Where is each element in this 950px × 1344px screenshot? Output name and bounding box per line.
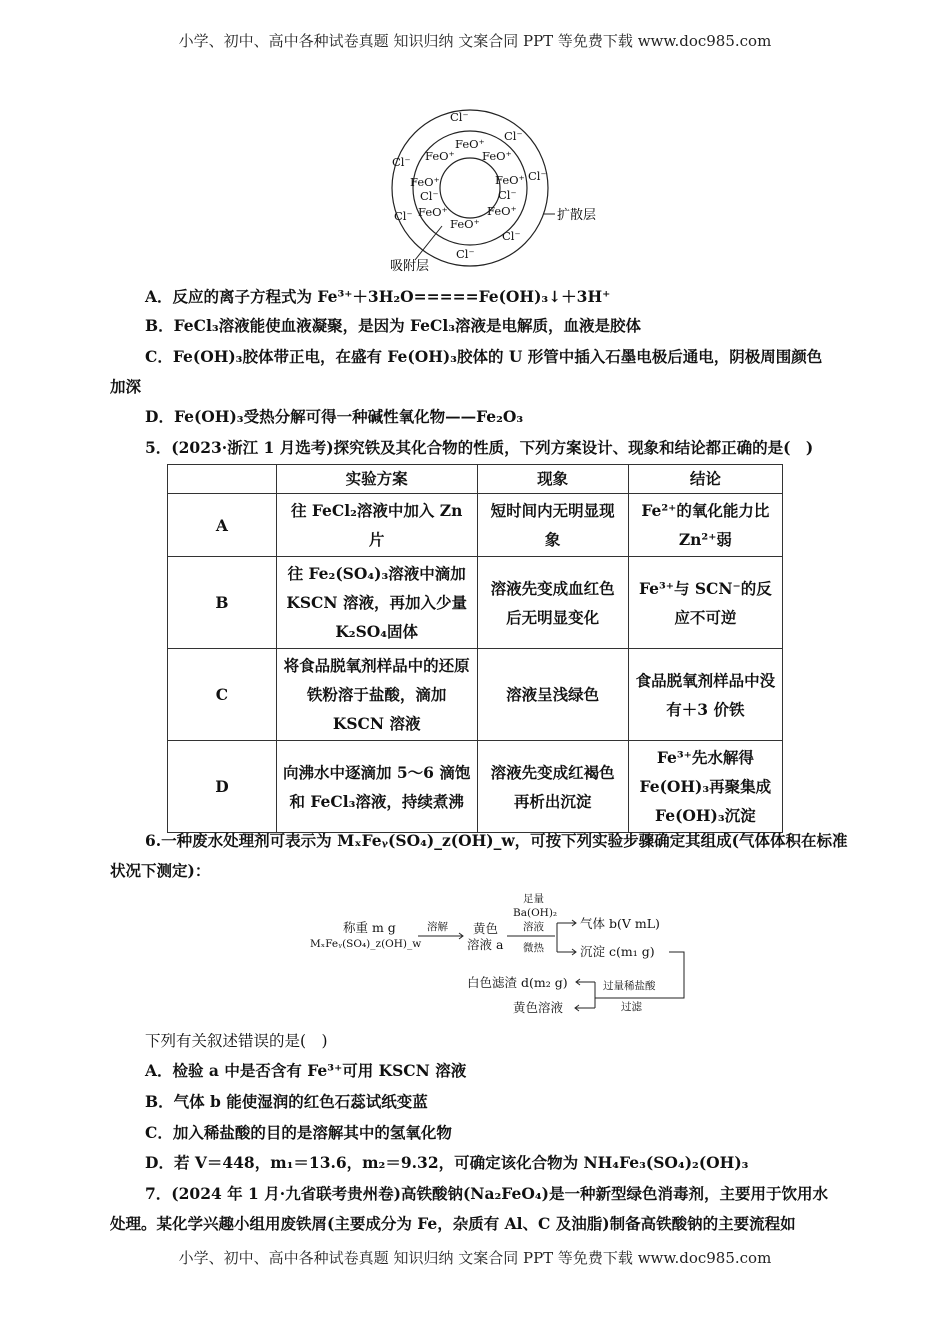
cl-ion: Cl⁻ xyxy=(450,110,469,124)
table-cell-conclusion: Fe³⁺先水解得 Fe(OH)₃再聚集成 Fe(OH)₃沉淀 xyxy=(628,741,782,833)
flow-gas: 气体 b(V mL) xyxy=(580,916,660,931)
table-cell-conclusion: Fe³⁺与 SCN⁻的反应不可逆 xyxy=(628,557,782,649)
fe-ion: FeO⁺ xyxy=(410,175,440,189)
fe-ion: FeO⁺ xyxy=(482,149,512,163)
q6-option-d: D．若 V＝448，m₁＝13.6，m₂＝9.32，可确定该化合物为 NH₄Fe₃(SO₄)₂(OH)₃ xyxy=(145,1153,749,1172)
table-header: 实验方案 xyxy=(276,465,477,494)
flow-residue: 白色滤渣 d(m₂ g) xyxy=(467,975,568,990)
cl-ion: Cl⁻ xyxy=(504,129,523,143)
table-cell-plan: 往 Fe₂(SO₄)₃溶液中滴加 KSCN 溶液，再加入少量 K₂SO₄固体 xyxy=(276,557,477,649)
table-cell-plan: 往 FeCl₂溶液中加入 Zn 片 xyxy=(276,494,477,557)
table-row xyxy=(168,557,783,649)
flow-filter: 过滤 xyxy=(621,1001,642,1013)
fe-ion: FeO⁺ xyxy=(425,149,455,163)
table-header: 结论 xyxy=(628,465,782,494)
table-cell-option: B xyxy=(168,557,277,649)
q7-stem: 7．(2024 年 1 月·九省联考贵州卷)高铁酸钠(Na₂FeO₄)是一种新型绿色消毒剂，主要用于饮用水 xyxy=(145,1184,828,1203)
q7-stem-cont: 处理。某化学兴趣小组用废铁屑(主要成分为 Fe，杂质有 Al、C 及油脂)制备高铁酸钠的主要流程如 xyxy=(110,1214,796,1233)
q4-option-a: A．反应的离子方程式为 Fe³⁺＋3H₂O=====Fe(OH)₃↓＋3H⁺ xyxy=(145,287,611,306)
table-cell-option: A xyxy=(168,494,277,557)
q4-option-d: D．Fe(OH)₃受热分解可得一种碱性氧化物——Fe₂O₃ xyxy=(145,407,524,426)
flow-heat: 微热 xyxy=(523,942,544,954)
q4-option-c-cont: 加深 xyxy=(110,377,142,396)
diffuse-layer-label: 扩散层 xyxy=(557,208,597,223)
flow-yellow-solution: 黄色溶液 xyxy=(513,1000,564,1015)
flow-reagent: Ba(OH)₂ xyxy=(513,907,558,919)
cl-ion: Cl⁻ xyxy=(392,155,411,169)
q6-stem-cont: 状况下测定)： xyxy=(110,861,211,880)
table-cell-option: C xyxy=(168,649,277,741)
table-header: 现象 xyxy=(477,465,628,494)
fe-ion: FeO⁺ xyxy=(455,137,485,151)
flow-yellow-a: 溶液 a xyxy=(467,937,504,952)
page-header: 小学、初中、高中各种试卷真题 知识归纳 文案合同 PPT 等免费下载 www.doc985.com xyxy=(178,32,772,50)
page-footer: 小学、初中、高中各种试卷真题 知识归纳 文案合同 PPT 等免费下载 www.doc985.com xyxy=(178,1249,772,1267)
experiment-table xyxy=(167,464,783,833)
table-cell-conclusion: Fe²⁺的氧化能力比 Zn²⁺弱 xyxy=(628,494,782,557)
adsorb-layer-label: 吸附层 xyxy=(390,259,430,274)
cl-ion: Cl⁻ xyxy=(394,209,413,223)
q4-option-b: B．FeCl₃溶液能使血液凝聚，是因为 FeCl₃溶液是电解质，血液是胶体 xyxy=(145,316,642,335)
flow-reagent: 溶液 xyxy=(523,921,544,933)
fe-ion: FeO⁺ xyxy=(450,217,480,231)
flow-ppt: 沉淀 c(m₁ g) xyxy=(580,944,655,959)
fe-ion: FeO⁺ xyxy=(495,173,525,187)
table-row xyxy=(168,649,783,741)
q4-option-c: C．Fe(OH)₃胶体带正电，在盛有 Fe(OH)₃胶体的 U 形管中插入石墨电极后通电，阴极周围颜色 xyxy=(145,347,823,366)
table-row xyxy=(168,741,783,833)
flow-weigh: 称重 m g xyxy=(343,920,396,935)
flow-reagent: 足量 xyxy=(523,893,544,905)
table-cell-phenomenon: 溶液先变成血红色后无明显变化 xyxy=(477,557,628,649)
table-cell-plan: 将食品脱氧剂样品中的还原铁粉溶于盐酸，滴加 KSCN 溶液 xyxy=(276,649,477,741)
table-cell-option: D xyxy=(168,741,277,833)
q6-option-c: C．加入稀盐酸的目的是溶解其中的氢氧化物 xyxy=(145,1123,452,1142)
table-cell-phenomenon: 溶液先变成红褐色再析出沉淀 xyxy=(477,741,628,833)
q6-option-b: B．气体 b 能使湿润的红色石蕊试纸变蓝 xyxy=(145,1092,428,1111)
q5-stem: 5．(2023·浙江 1 月选考)探究铁及其化合物的性质，下列方案设计、现象和结论都正确的是( ) xyxy=(145,438,814,457)
cl-ion: Cl⁻ xyxy=(456,247,475,261)
fe-ion: FeO⁺ xyxy=(418,205,448,219)
cl-ion: Cl⁻ xyxy=(498,188,517,202)
fe-ion: FeO⁺ xyxy=(487,204,517,218)
table-cell-phenomenon: 溶液呈浅绿色 xyxy=(477,649,628,741)
q6-option-a: A．检验 a 中是否含有 Fe³⁺可用 KSCN 溶液 xyxy=(145,1061,467,1080)
cl-ion: Cl⁻ xyxy=(420,189,439,203)
q6-stem: 6.一种废水处理剂可表示为 MₓFeᵧ(SO₄)_z(OH)_w，可按下列实验步骤确定其组成(气体体积在标准 xyxy=(145,831,848,850)
q6-question: 下列有关叙述错误的是( ) xyxy=(145,1032,328,1050)
table-cell-conclusion: 食品脱氧剂样品中没有＋3 价铁 xyxy=(628,649,782,741)
flow-yellow-a: 黄色 xyxy=(473,921,499,936)
flowchart xyxy=(305,890,705,1018)
flow-formula: MₓFeᵧ(SO₄)_z(OH)_w xyxy=(310,938,422,950)
cl-ion: Cl⁻ xyxy=(528,169,547,183)
table-row xyxy=(168,494,783,557)
cl-ion: Cl⁻ xyxy=(502,229,521,243)
flow-acid: 过量稀盐酸 xyxy=(603,980,656,992)
colloid-diagram xyxy=(380,108,630,274)
flow-dissolve: 溶解 xyxy=(427,921,448,933)
table-cell-phenomenon: 短时间内无明显现象 xyxy=(477,494,628,557)
table-header xyxy=(168,465,277,494)
table-cell-plan: 向沸水中逐滴加 5～6 滴饱和 FeCl₃溶液，持续煮沸 xyxy=(276,741,477,833)
